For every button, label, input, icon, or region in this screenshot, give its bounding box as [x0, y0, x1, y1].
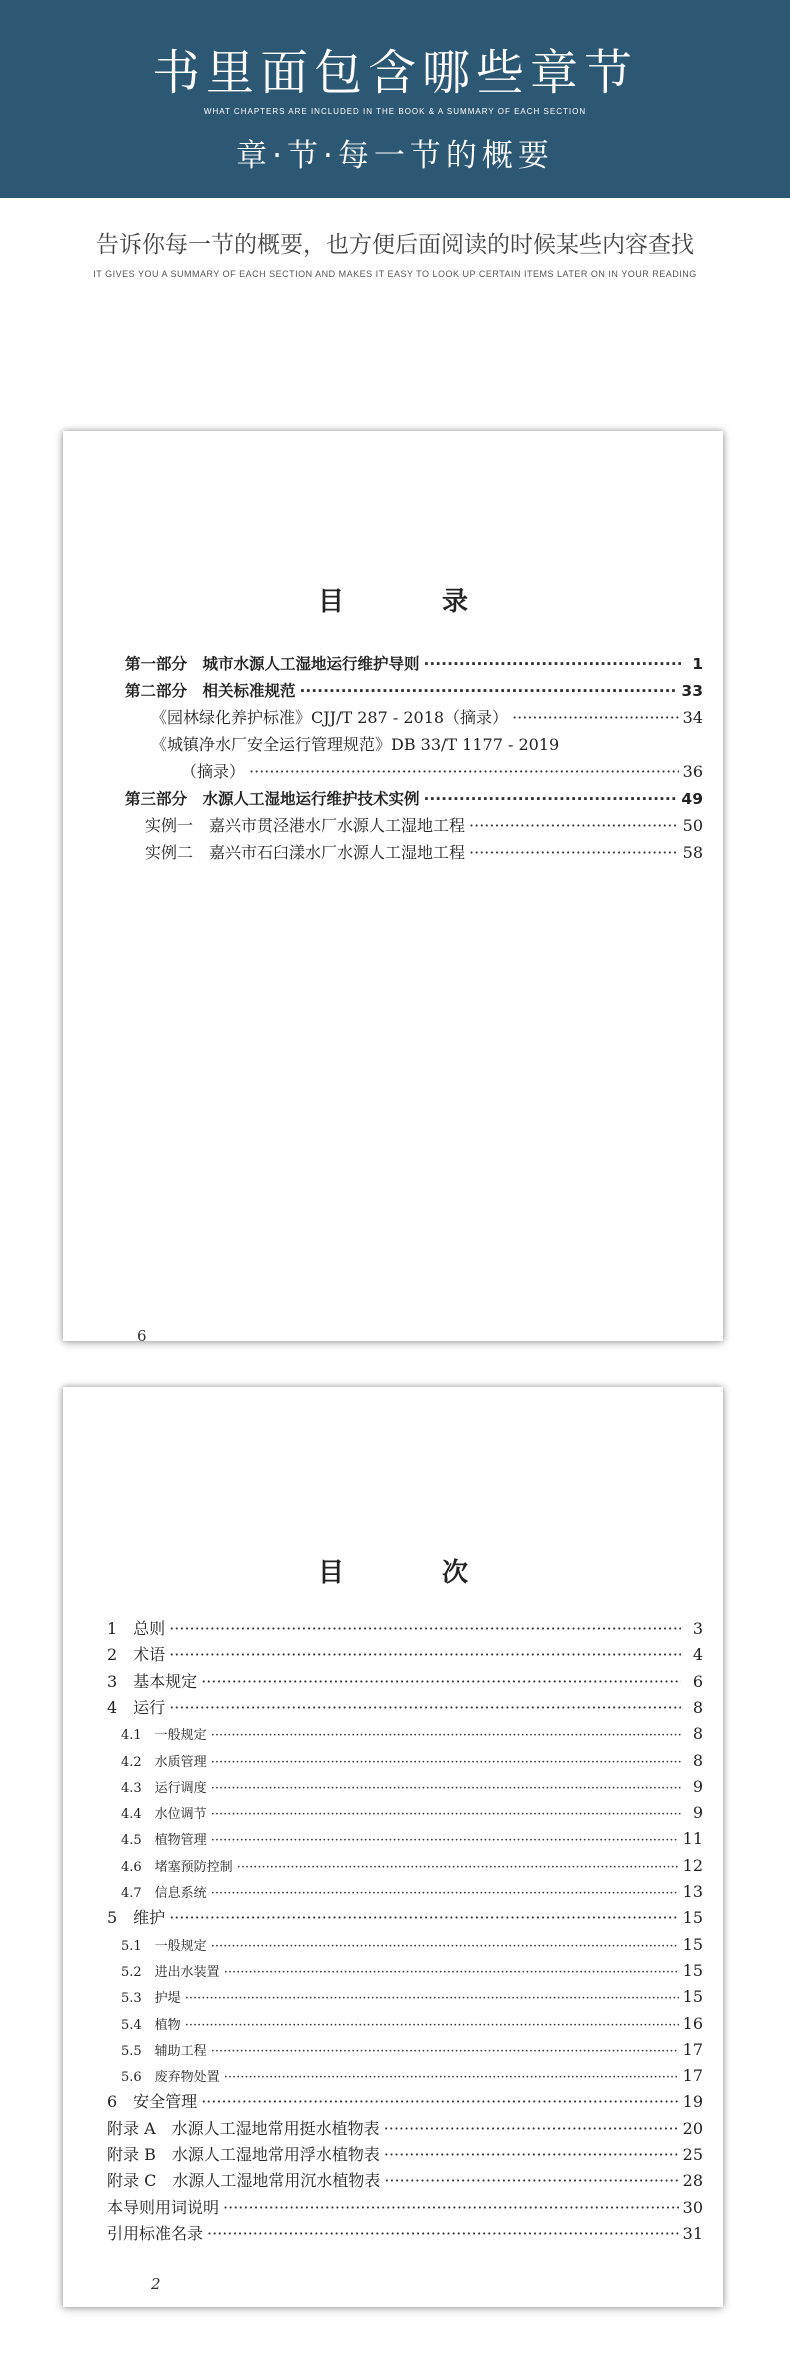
toc-entry-label: 第一部分 城市水源人工湿地运行维护导则 [125, 655, 420, 673]
toc-entry [107, 1906, 703, 1930]
toc-entry [121, 2038, 703, 2064]
toc-entry [121, 1880, 703, 1906]
toc-entry [121, 2012, 703, 2038]
toc-entry-label: 5.4 植物 [121, 2017, 181, 2033]
toc-entry-page: 28 [682, 2171, 703, 2191]
toc-entry-label: 5.3 护堤 [121, 1991, 181, 2007]
toc-entry-label: （摘录） [181, 762, 246, 781]
toc-entry [107, 2117, 703, 2141]
toc-entry [121, 1854, 703, 1880]
toc-leader [237, 1856, 679, 1880]
banner-subtitle-en: WHAT CHAPTERS ARE INCLUDED IN THE BOOK & A SUMMARY OF EACH SECTION [203, 107, 587, 116]
toc-leader [512, 706, 679, 730]
toc-entry-label: 4.6 堵塞预防控制 [121, 1859, 233, 1875]
toc-entry-label: 第二部分 相关标准规范 [125, 682, 296, 700]
toc-leader [384, 2117, 679, 2141]
toc-entry-label: 1 总则 [107, 1619, 166, 1638]
page-title: 目 录 [317, 587, 504, 617]
toc-entry-page: 15 [682, 1987, 703, 2007]
intro-text-en: IT GIVES YOU A SUMMARY OF EACH SECTION AND MAKES IT EASY TO LOOK UP CERTAIN ITEMS LATER ON IN YOUR READING [93, 269, 697, 279]
toc-leader [211, 1777, 681, 1801]
toc-leader [211, 1803, 681, 1827]
toc-leader [169, 1906, 678, 1930]
toc-entry-page: 25 [682, 2145, 703, 2164]
toc-entry-line: 《城镇净水厂安全运行管理规范》DB 33/T 1177 - 2019 [151, 735, 560, 754]
toc-entry [107, 2196, 703, 2220]
toc-entry-label: 5.5 辅助工程 [121, 2043, 207, 2059]
toc-leader [169, 1617, 681, 1641]
toc-entry-page: 12 [682, 1855, 703, 1875]
toc-leader [211, 1751, 681, 1775]
toc-entry-label: 附录 B 水源人工湿地常用浮水植物表 [107, 2145, 380, 2164]
toc-entry-label: 5 维护 [107, 1908, 166, 1928]
page-number: 2 [151, 2275, 161, 2293]
toc-entry-page: 1 [692, 655, 703, 673]
header-banner [0, 0, 790, 198]
toc-entry-page: 8 [692, 1750, 703, 1770]
toc-leader [249, 760, 679, 784]
toc-entry [107, 2169, 703, 2193]
toc-entry-page: 33 [681, 682, 703, 700]
toc-leader [424, 652, 681, 676]
banner-subtitle: 章·节·每一节的概要 [236, 138, 554, 174]
page-number: 6 [137, 1327, 147, 1345]
toc-entry-page: 58 [682, 843, 703, 862]
toc-entry [151, 706, 703, 730]
toc-entry-label: 实例一 嘉兴市贯泾港水厂水源人工湿地工程 [145, 816, 466, 835]
toc-entry [107, 2143, 703, 2167]
toc-entry [107, 1696, 703, 1720]
toc-leader [185, 1987, 679, 2011]
toc-entry [107, 1643, 703, 1667]
toc-entry-label: 4.3 运行调度 [121, 1780, 207, 1796]
toc-leader [223, 2196, 679, 2220]
toc-leader [211, 2040, 679, 2064]
toc-leader [169, 1696, 681, 1720]
toc-leader [185, 2014, 679, 2038]
toc-entry [107, 1617, 703, 1641]
toc-entry-label: 3 基本规定 [107, 1671, 198, 1691]
intro-text-cn: 告诉你每一节的概要，也方便后面阅读的时候某些内容查找 [96, 232, 694, 258]
toc-leader [211, 1724, 681, 1748]
toc-entry [145, 841, 703, 865]
toc-entry [121, 1933, 703, 1959]
toc-entry-page: 9 [692, 1776, 703, 1796]
toc-leader [300, 679, 678, 703]
toc-entry-label: 附录 C 水源人工湿地常用沉水植物表 [107, 2171, 381, 2191]
toc-entry-page: 50 [682, 816, 703, 835]
toc-entry [107, 1670, 703, 1694]
toc-entry-page: 15 [682, 1960, 703, 1980]
toc-entry-page: 20 [682, 2118, 703, 2138]
toc-entry-page: 15 [682, 1934, 703, 1954]
toc-entry [121, 1959, 703, 1985]
toc-entry-label: 4.2 水质管理 [121, 1754, 207, 1770]
toc-entry-label: 实例二 嘉兴市石臼漾水厂水源人工湿地工程 [145, 843, 466, 862]
toc-leader [224, 1961, 679, 1985]
toc-leader [207, 2222, 679, 2246]
toc-entry-label: 2 术语 [107, 1645, 166, 1665]
toc-entry-page: 9 [692, 1803, 703, 1823]
toc-entry-page: 34 [682, 708, 703, 727]
toc-entry [121, 2064, 703, 2090]
toc-entry [125, 679, 703, 703]
toc-entry [121, 1775, 703, 1801]
toc-leader [384, 2169, 678, 2193]
toc-entry-label: 4.5 植物管理 [121, 1833, 207, 1849]
toc-entry [145, 814, 703, 838]
toc-entry-label: 引用标准名录 [107, 2223, 204, 2243]
toc-leader [211, 1829, 679, 1853]
toc-entry-page: 19 [682, 2092, 703, 2112]
toc-entry-label: 6 安全管理 [107, 2092, 198, 2112]
toc-entry-page: 6 [692, 1671, 703, 1691]
toc-entry [107, 2090, 703, 2114]
toc-entry-label: 5.6 废弃物处置 [121, 2070, 220, 2086]
toc-entry-label: 5.1 一般规定 [121, 1938, 207, 1954]
toc-entry [121, 1827, 703, 1853]
toc-leader [384, 2143, 679, 2167]
toc-leader [424, 787, 678, 811]
toc-entry-page: 4 [692, 1645, 703, 1665]
toc-entry-page: 8 [692, 1697, 703, 1717]
toc-entry-label: 附录 A 水源人工湿地常用挺水植物表 [107, 2118, 380, 2138]
toc-entry-page: 15 [682, 1908, 703, 1928]
toc-entry-label: 本导则用词说明 [107, 2197, 220, 2217]
toc-leader [201, 1670, 681, 1694]
toc-entry-page: 16 [682, 2013, 703, 2033]
toc-entry-label: 4 运行 [107, 1697, 166, 1717]
book-page-contents [63, 431, 723, 1345]
page-title: 目 次 [317, 1558, 504, 1588]
toc-entry [121, 1749, 703, 1775]
toc-leader [469, 814, 679, 838]
toc-entry [181, 760, 703, 784]
toc-entry-page: 36 [682, 762, 703, 781]
toc-entry-page: 31 [682, 2223, 703, 2243]
toc-leader [224, 2066, 679, 2090]
toc-leader [469, 841, 679, 865]
toc-entry [125, 787, 703, 811]
toc-entry-page: 8 [692, 1724, 703, 1744]
toc-entry-label: 《园林绿化养护标准》CJJ/T 287 - 2018（摘录） [151, 708, 509, 727]
toc-entry-label: 第三部分 水源人工湿地运行维护技术实例 [125, 790, 420, 808]
toc-entry-page: 17 [682, 2039, 703, 2059]
toc-entry-page: 17 [682, 2066, 703, 2086]
toc-entry-label: 4.4 水位调节 [121, 1807, 207, 1823]
book-page-table-of-contents [63, 1387, 723, 2307]
toc-entry-label: 4.7 信息系统 [121, 1886, 207, 1901]
toc-entry [125, 652, 703, 676]
toc-entry-page: 49 [681, 790, 703, 808]
toc-entry-label: 5.2 进出水装置 [121, 1964, 220, 1980]
toc-leader [211, 1935, 679, 1959]
toc-entry-label: 4.1 一般规定 [121, 1728, 207, 1744]
toc-entry-page: 13 [682, 1882, 703, 1901]
toc-entry [107, 2222, 703, 2246]
toc-entry-page: 11 [682, 1829, 703, 1849]
toc-entry [121, 1801, 703, 1827]
toc-leader [211, 1882, 679, 1906]
toc-entry [121, 1985, 703, 2011]
toc-leader [169, 1643, 681, 1667]
toc-entry-page: 30 [682, 2197, 703, 2217]
banner-title: 书里面包含哪些章节 [151, 45, 638, 101]
toc-leader [201, 2090, 678, 2114]
toc-entry [121, 1722, 703, 1748]
toc-entry-page: 3 [692, 1619, 703, 1638]
